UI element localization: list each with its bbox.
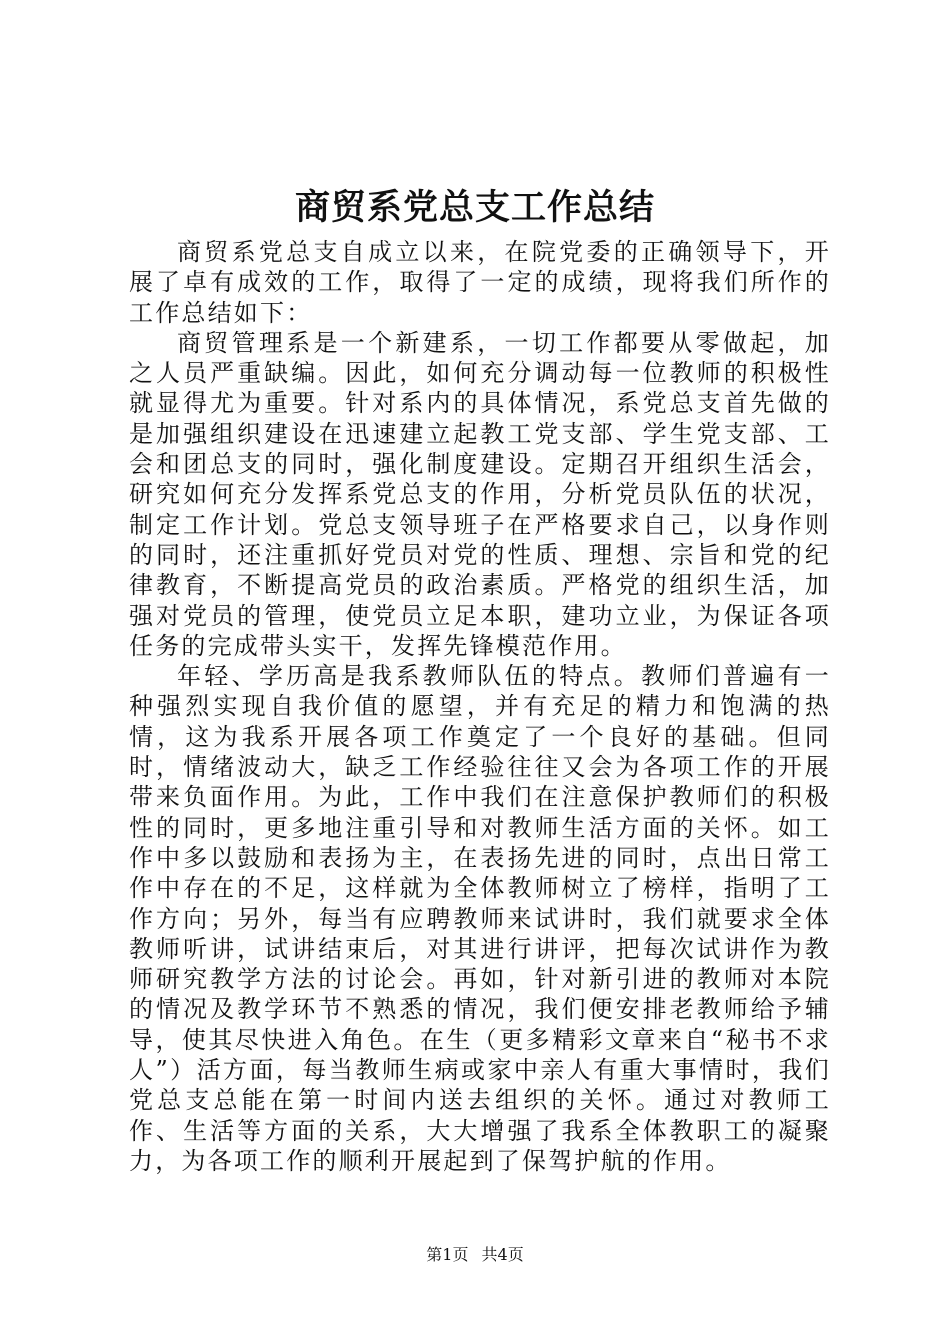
- page-footer: [0, 1243, 950, 1267]
- paragraph-intro: 商贸系党总支自成立以来，在院党委的正确领导下，开展了卓有成效的工作，取得了一定的成绩，现将我们所作的工作总结如下：: [129, 238, 831, 327]
- document-body: [129, 237, 831, 1176]
- page-total: 共4页: [481, 1245, 524, 1264]
- paragraph-teachers: 年轻、学历高是我系教师队伍的特点。教师们普遍有一种强烈实现自我价值的愿望，并有充足的精力和饱满的热情，这为我系开展各项工作奠定了一个良好的基础。但同时，情绪波动大，缺乏工作经验往往又会为各项工作的开展带来负面作用。为此，工作中我们在注意保护教师们的积极性的同时，更多地注重引导和对教师生活方面的关怀。如工作中多以鼓励和表扬为主，在表扬先进的同时，点出日常工作中存在的不足，这样就为全体教师树立了榜样，指明了工作方向；另外，每当有应聘教师来试讲时，我们就要求全体教师听讲，试讲结束后，对其进行讲评，把每次试讲作为教师研究教学方法的讨论会。再如，针对新引进的教师对本院的情况及教学环节不熟悉的情况，我们便安排老教师给予辅导，使其尽快进入角色。在生（更多精彩文章来自“秘书不求人”）活方面，每当教师生病或家中亲人有重大事情时，我们党总支总能在第一时间内送去组织的关怀。通过对教师工作、生活等方面的关系，大大增强了我系全体教职工的凝聚力，为各项工作的顺利开展起到了保驾护航的作用。: [129, 662, 831, 1175]
- paragraph-organization: 商贸管理系是一个新建系，一切工作都要从零做起，加之人员严重缺编。因此，如何充分调动每一位教师的积极性就显得尤为重要。针对系内的具体情况，系党总支首先做的是加强组织建设在迅速建立起教工党支部、学生党支部、工会和团总支的同时，强化制度建设。定期召开组织生活会，研究如何充分发挥系党总支的作用，分析党员队伍的状况，制定工作计划。党总支领导班子在严格要求自己，以身作则的同时，还注重抓好党员对党的性质、理想、宗旨和党的纪律教育，不断提高党员的政治素质。严格党的组织生活，加强对党员的管理，使党员立足本职，建功立业，为保证各项任务的完成带头实干，发挥先锋模范作用。: [129, 328, 831, 660]
- document-title: 商贸系党总支工作总结: [294, 187, 655, 228]
- page-number: 第1页: [426, 1245, 469, 1264]
